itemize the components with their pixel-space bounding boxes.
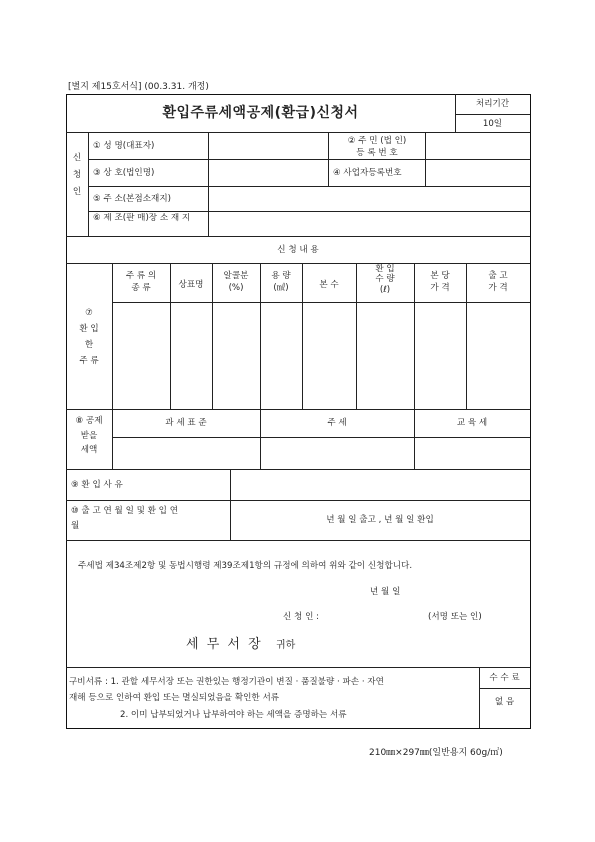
education-tax-label: 교 육 세 [456,418,488,428]
rrn-label-line2: 등 록 번 호 [356,148,398,158]
signature-note: (서명 또는 인) [428,612,482,622]
factory-location-label: ⑥ 제 조(판 매)장 소 재 지 [93,213,191,223]
factory-location-field[interactable] [209,212,529,235]
tax-base-label: 과 세 표 준 [165,418,207,428]
processing-period-label: 처리기간 [475,99,510,109]
column-header-brand: 상표명 [178,280,204,290]
fee-value: 없 음 [494,697,515,707]
brand-cell[interactable] [171,303,211,408]
column-header-unit-price: 본 당 가 격 [430,271,450,294]
dates-label-line2: 월 [71,521,80,531]
attachments-line3: 2. 이미 납부되었거나 납부하여야 하는 세액을 증명하는 서류 [120,710,347,720]
declaration-date[interactable]: 년 월 일 [370,587,401,597]
tax-office-honorific: 귀하 [276,640,296,651]
liquor-tax-label: 주 세 [327,418,347,428]
deduction-side-label: ⑧ 공제 받을 세액 [75,416,103,456]
shipping-price-cell[interactable] [467,303,529,408]
processing-period-value: 10일 [482,119,503,129]
liquor-tax-field[interactable] [261,438,413,468]
returned-liquor-side-label: ⑦ 환 입 한 주 류 [79,308,99,366]
column-header-returned-qty: 환 입 수 량 (ℓ) [375,264,395,295]
name-label: ① 성 명(대표자) [93,141,155,151]
return-reason-label: ⑨ 환 입 사 유 [71,480,123,490]
applicant-side-label: 신 청 인 [72,153,82,197]
attachments-line2: 재해 등으로 인하여 환입 또는 멸실되었음을 확인한 서류 [69,693,280,703]
form-title: 환입주류세액공제(환급)신청서 [162,105,359,121]
applicant-signature-label: 신 청 인 : [283,612,319,622]
trade-name-field[interactable] [209,160,327,185]
dates-label-line1: ⑩ 출 고 연 월 일 및 환 입 연 [71,506,179,516]
column-header-shipping-price: 출 고 가 격 [488,271,508,294]
unit-price-cell[interactable] [415,303,465,408]
tax-base-field[interactable] [113,438,259,468]
dates-value[interactable]: 년 월 일 출고 , 년 월 일 환입 [326,515,434,525]
column-header-volume: 용 량 (㎖) [271,271,291,294]
return-reason-field[interactable] [231,470,529,499]
declaration-statement: 주세법 제34조제2항 및 동법시행령 제39조제1항의 규정에 의하여 위와 같이 신청합니다. [78,561,413,571]
column-header-liquor-type: 주 류 의 종 류 [125,271,157,294]
form-reference: [별지 제15호서식] (00.3.31. 개정) [68,82,209,92]
liquor-type-cell[interactable] [113,303,169,408]
paper-spec: 210㎜×297㎜(일반용지 60g/㎡) [369,748,503,758]
returned-qty-cell[interactable] [357,303,413,408]
trade-name-label: ③ 상 호(법인명) [93,168,155,178]
alcohol-cell[interactable] [213,303,259,408]
education-tax-field[interactable] [415,438,529,468]
applicant-signature-field[interactable] [330,608,420,624]
bottles-cell[interactable] [303,303,355,408]
rrn-label-line1: ② 주 민 (법 인) [347,136,407,146]
attachments-line1: 구비서류 : 1. 관할 세무서장 또는 권한있는 행정기관이 변질 · 품질불량 · 파손 · 자연 [69,677,384,687]
fee-label: 수 수 료 [489,673,520,683]
name-field[interactable] [209,133,327,158]
rrn-field[interactable] [426,133,529,158]
content-section-title: 신 청 내 용 [277,245,319,255]
business-number-label: ④ 사업자등록번호 [333,168,402,178]
business-number-field[interactable] [426,160,529,185]
volume-cell[interactable] [261,303,301,408]
address-field[interactable] [209,187,529,210]
address-label: ⑤ 주 소(본점소재지) [93,194,171,204]
column-header-alcohol: 알콜분 (%) [223,271,249,294]
tax-office-name: 세 무 서 장 [186,637,263,652]
column-header-bottles: 본 수 [319,280,339,290]
